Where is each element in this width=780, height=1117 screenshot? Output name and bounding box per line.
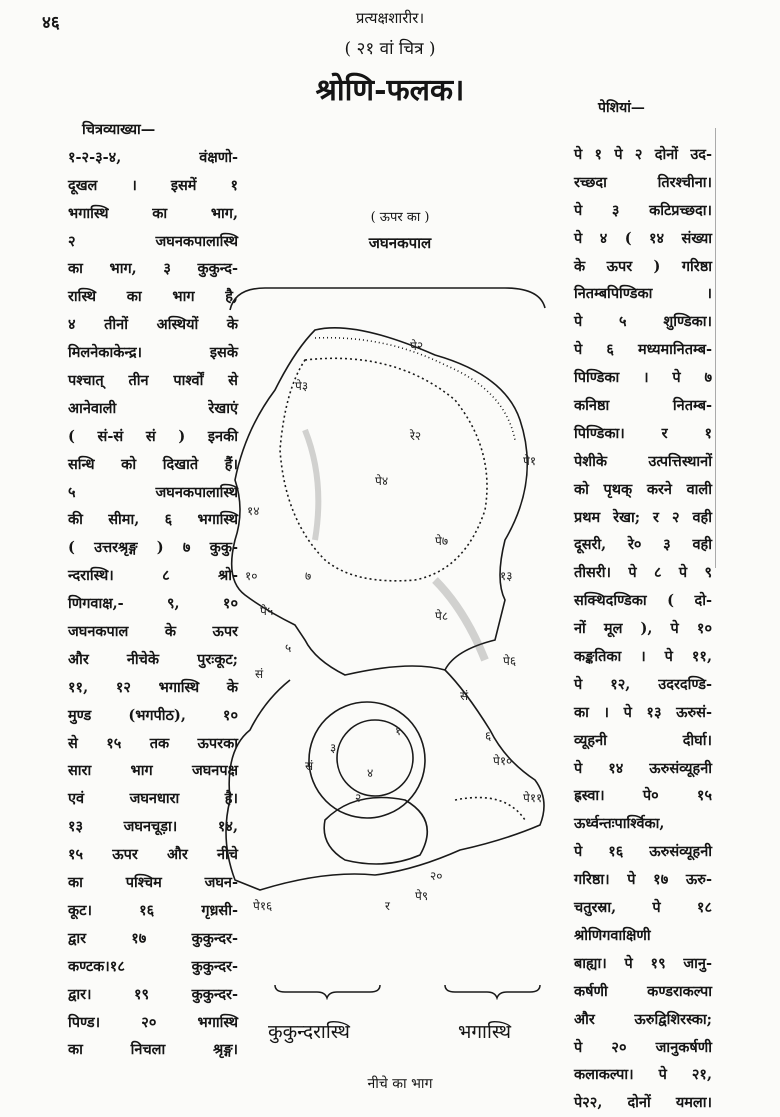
fig-label: १० xyxy=(245,569,258,583)
fig-label: ५ xyxy=(285,641,292,655)
muscle-line: का । पे १३ ऊरुसं- xyxy=(574,703,712,721)
fig-label: पे१६ xyxy=(253,899,273,913)
ischium-caption: कुकुन्दरास्थि xyxy=(268,1021,350,1043)
muscle-line: पे १२, उदरदण्डि- xyxy=(574,675,712,693)
muscle-line: और ऊरुद्विशिरस्का; xyxy=(574,1010,712,1028)
explanation-line: पिण्ड। २० भगास्थि xyxy=(68,1013,238,1031)
explanation-line: कण्टक।१८ कुकुन्दर- xyxy=(68,957,238,975)
fig-label: पे७ xyxy=(435,534,449,548)
explanation-line: णिगवाक्ष,- ९, १० xyxy=(68,595,238,613)
muscle-line: पिण्डिका । पे ७ xyxy=(574,369,712,387)
brace-left xyxy=(275,985,380,998)
explanation-line: १-२-३-४, वंक्षणो- xyxy=(68,148,238,166)
muscle-line: पे २० जानुकर्षणी xyxy=(574,1038,712,1056)
muscle-line: ऊर्ध्वन्तःपार्श्विका, xyxy=(574,815,665,833)
muscle-line: गरिष्ठा। पे १७ ऊरु- xyxy=(574,871,712,889)
muscle-line: ह्रस्वा। पे० १५ xyxy=(574,787,712,805)
pelvic-bone-illustration xyxy=(205,280,585,1000)
fig-label: पे१० xyxy=(493,754,513,768)
explanation-line: से १५ तक ऊपरका xyxy=(68,734,238,752)
muscle-line: नों मूल ), पे १० xyxy=(574,620,712,638)
muscle-line: पे ३ कटिप्रच्छदा। xyxy=(574,201,712,219)
muscles-heading: पेशियां— xyxy=(598,100,645,116)
muscle-line: नितम्बपिण्डिका । xyxy=(574,285,712,303)
fig-label: पे११ xyxy=(523,791,543,805)
muscle-line: पेशीके उत्पत्तिस्थानों xyxy=(574,452,712,470)
muscle-line: पे १ पे २ दोनों उद- xyxy=(574,146,712,163)
fig-label: १४ xyxy=(247,504,260,518)
muscle-line: प्रथम रेखा; र २ वही xyxy=(574,508,712,526)
lower-part-caption: नीचे का भाग xyxy=(367,1076,433,1092)
explanation-line: द्वार १७ कुकुन्दर- xyxy=(68,929,238,947)
acetabulum-fossa xyxy=(337,720,413,796)
fig-label: सं xyxy=(255,667,264,681)
muscle-line: कङ्कतिका । पे ११, xyxy=(574,648,712,666)
upper-caption-ilium: जघनकपाल xyxy=(368,234,432,252)
fig-label: पे६ xyxy=(503,654,517,668)
fig-label: १ xyxy=(395,724,402,738)
running-head: प्रत्यक्षशारीर। xyxy=(355,9,425,27)
page-number: ४६ xyxy=(42,13,60,33)
explanation-line: कूट। १६ गृध्रसी- xyxy=(68,901,238,919)
explanation-line: पश्चात् तीन पार्श्वों से xyxy=(68,372,238,390)
explanation-line: २ जघनकपालास्थि xyxy=(68,232,238,250)
upper-caption: ( ऊपर का ) xyxy=(370,210,430,225)
obturator-foramen xyxy=(324,798,427,865)
muscle-line: पे ५ शुण्डिका। xyxy=(574,313,712,331)
figure-number: ( २१ वां चित्र ) xyxy=(344,39,436,59)
muscle-line: को पृथक् करने वाली xyxy=(574,480,712,498)
muscle-line: पे२२, दोनों यमला। xyxy=(574,1094,712,1112)
muscles-column xyxy=(574,141,712,1117)
margin-rule xyxy=(715,128,716,568)
fig-label: १३ xyxy=(500,569,513,583)
fig-label: २० xyxy=(430,869,443,883)
explanation-line: न्दरास्थि। ८ श्रो- xyxy=(68,567,238,585)
fig-label: सं xyxy=(460,689,469,703)
muscle-line: पे ४ ( १४ संख्या xyxy=(574,229,712,247)
muscle-line: व्यूहनी दीर्घा। xyxy=(574,731,712,749)
fig-label: पे८ xyxy=(435,609,449,623)
muscle-line: रच्छदा तिरश्चीना। xyxy=(574,173,712,191)
explanation-line: मिलनेकाकेन्द्र। इसके xyxy=(68,344,238,362)
explanation-line: का पश्चिम जघन- xyxy=(68,874,238,892)
ilium-outline xyxy=(232,328,528,675)
explanation-line: द्वार। १९ कुकुन्दर- xyxy=(68,985,238,1003)
fig-label: ३ xyxy=(330,741,337,755)
explanation-line: ( सं-सं सं ) इनकी xyxy=(68,427,238,445)
fig-label: ४ xyxy=(367,766,374,780)
lower-outline xyxy=(226,670,544,890)
muscle-line: श्रोणिगवाक्षिणी xyxy=(574,926,651,944)
muscle-line: पे १४ ऊरुसंव्यूहनी xyxy=(574,759,712,777)
iliac-fossa xyxy=(280,358,487,581)
explanation-line: का निचला श्रृङ्ग। xyxy=(68,1041,238,1059)
explanation-line: रास्थि का भाग है, xyxy=(68,288,238,306)
fig-label: ७ xyxy=(305,569,312,583)
fig-label: सं xyxy=(305,759,314,773)
acetabulum xyxy=(309,702,425,818)
explanation-line: मुण्ड (भगपीठ), १० xyxy=(68,706,238,724)
explanation-line: ४ तीनों अस्थियों के xyxy=(68,316,238,334)
explanation-line: का भाग, ३ कुकुन्द- xyxy=(68,260,238,278)
fig-label: र xyxy=(385,899,390,913)
explanation-heading: चित्रव्याख्या— xyxy=(82,121,156,138)
muscle-line: कर्षणी कण्डराकल्पा xyxy=(574,982,712,1000)
explanation-line: सन्धि को दिखाते हैं। xyxy=(68,455,238,473)
explanation-line: १३ जघनचूड़ा। १४, xyxy=(68,818,238,836)
muscle-line: दूसरी, रे० ३ वही xyxy=(574,536,712,554)
fig-label: पे९ xyxy=(415,889,429,903)
explanation-line: भगास्थि का भाग, xyxy=(68,204,238,222)
shade-1 xyxy=(305,430,318,540)
fig-label: पे२ xyxy=(410,339,424,353)
muscle-line: कनिष्ठा नितम्ब- xyxy=(574,397,712,415)
muscle-line: तीसरी। पे ८ पे ९ xyxy=(574,564,712,582)
explanation-line: आनेवाली रेखाएं xyxy=(68,399,238,417)
explanation-line: ५ जघनकपालास्थि xyxy=(68,483,238,501)
muscle-line: के ऊपर ) गरिष्ठा xyxy=(574,257,712,275)
figure-title: श्रोणि-फलक। xyxy=(315,73,465,108)
fig-label: पे१ xyxy=(523,454,537,468)
explanation-line: १५ ऊपर और नीचे xyxy=(68,846,238,864)
pubis-caption: भगास्थि xyxy=(458,1021,512,1043)
fig-label: ६ xyxy=(485,729,492,743)
muscle-line: बाह्या। पे १९ जानु- xyxy=(574,954,712,972)
explanation-line: ११, १२ भगास्थि के xyxy=(68,678,238,696)
fig-label: २ xyxy=(355,791,362,805)
crest-line xyxy=(315,338,515,440)
explanation-line: एवं जघनधारा है। xyxy=(68,790,238,808)
muscle-line: पे १६ ऊरुसंव्यूहनी xyxy=(574,843,712,861)
fig-label: पे५ xyxy=(260,604,274,618)
ischial-tuberosity xyxy=(455,798,525,821)
explanation-line: जघनकपाल के ऊपर xyxy=(68,623,238,641)
upper-bracket xyxy=(230,288,545,310)
explanation-line: सारा भाग जघनपक्ष xyxy=(68,762,238,780)
explanation-line: की सीमा, ६ भगास्थि xyxy=(68,511,238,529)
muscle-line: पिण्डिका। र १ xyxy=(574,424,712,442)
explanation-line: दूखल । इसमें १ xyxy=(68,176,238,194)
muscle-line: पे ६ मध्यमानितम्ब- xyxy=(574,341,712,359)
fig-label: पे३ xyxy=(295,379,309,393)
brace-right xyxy=(445,985,540,998)
explanation-line: ( उत्तरश्रृङ्ग ) ७ कुकु- xyxy=(68,539,238,557)
muscle-line: चतुरस्रा, पे १८ xyxy=(574,899,712,917)
muscle-line: कलाकल्पा। पे २१, xyxy=(574,1066,712,1084)
fig-label: रे२ xyxy=(410,429,422,443)
fig-label: पे४ xyxy=(375,474,389,488)
muscle-line: सक्थिदण्डिका ( दो- xyxy=(574,592,712,610)
explanation-line: और नीचेके पुरःकूट; xyxy=(68,650,238,668)
